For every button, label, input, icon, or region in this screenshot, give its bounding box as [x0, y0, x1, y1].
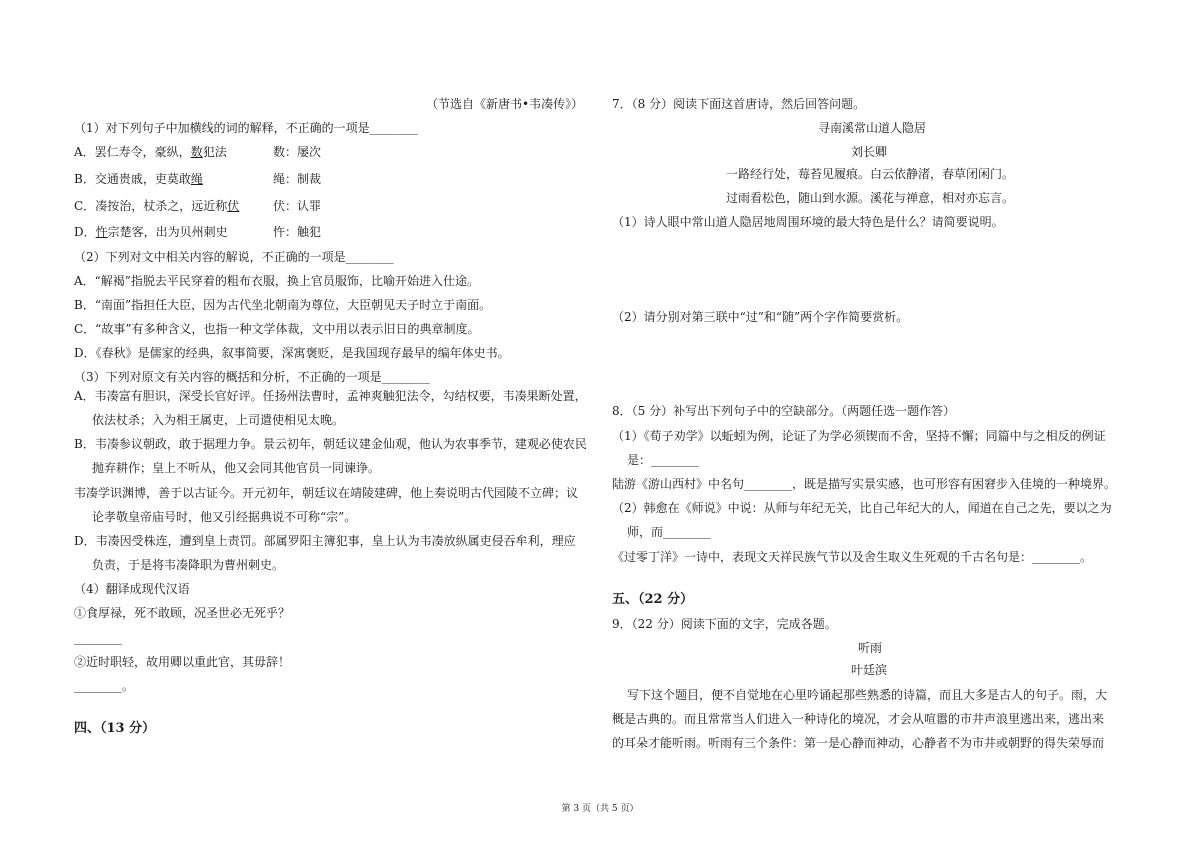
q3-line: 论孝敬皇帝庙号时，他又引经据典说不可称“宗”。 [92, 510, 357, 524]
q8-line: （2）韩愈在《师说》中说：从师与年纪无关，比自己年纪大的人，闻道在自己之先，要以之为 [612, 501, 1112, 515]
option-letter: B． [74, 172, 95, 186]
poem-line: 过雨看松色，随山到水源。溪花与禅意，相对亦忘言。 [726, 191, 1015, 205]
poem-line: 一路经行处，莓苔见履痕。白云依静渚，春草闭闲门。 [726, 167, 1015, 181]
q7-subquestion-1: （1）诗人眼中常山道人隐居地周围环境的最大特色是什么？请简要说明。 [612, 215, 1004, 229]
q3-line: A．韦凑富有胆识，深受长官好评。任扬州法曹时，孟神爽触犯法令，勾结权要，韦凑果断处置， [74, 389, 587, 403]
question-1-stem: （1）对下列句子中加横线的词的解释，不正确的一项是________ [74, 121, 418, 135]
q4-sentence-1: ①食厚禄，死不敢顾，况圣世必无死乎？ [74, 606, 291, 620]
poem-author: 刘长卿 [851, 145, 888, 159]
option-letter: C． [74, 199, 96, 213]
source-citation: （节选自《新唐书•韦凑传》） [426, 97, 584, 111]
q2-option-d: D．《春秋》是儒家的经典，叙事简要，深寓褒贬，是我国现存最早的编年体史书。 [74, 346, 510, 360]
q1-option-d [74, 224, 228, 240]
underlined-word: 伏 [227, 199, 240, 213]
q2-option-b: B．“南面”指担任大臣，因为古代坐北朝南为尊位，大臣朝见天子时立于南面。 [74, 298, 492, 312]
option-letter: A． [74, 145, 95, 159]
option-text: 宗楚客，出为贝州刺史 [107, 225, 228, 239]
option-text: 罢仁寿令，豪纵， [94, 145, 191, 159]
q1-option-a-gloss: 数：屡次 [273, 145, 322, 159]
q1-option-d-gloss: 忤：触犯 [273, 225, 322, 239]
poem-title: 寻南溪常山道人隐居 [818, 121, 927, 135]
q4-sentence-2: ②近时职轻，故用卿以重此官，其毋辞！ [74, 655, 291, 669]
q8-line: （1）《荀子劝学》以蚯蚓为例，论证了为学必须锲而不舍，坚持不懈；同篇中与之相反的例证 [612, 429, 1106, 443]
q3-line: B．韦凑参议朝政，敢于据理力争。景云初年，朝廷议建金仙观，他认为农事季节，建观必使农民 [74, 437, 587, 451]
q1-option-b-gloss: 绳：制裁 [273, 172, 322, 186]
underlined-word: 数 [190, 145, 203, 159]
question-2-stem: （2）下列对文中相关内容的解说，不正确的一项是________ [74, 250, 394, 264]
underlined-word: 绳 [190, 172, 203, 186]
q8-line: 陆游《游山西村》中名句________，既是描写实景实感，也可形容有困窘步入佳境的一种境界。 [612, 477, 1117, 491]
q8-line: 师，而________ [627, 525, 712, 539]
question-7-stem: 7．（8 分）阅读下面这首唐诗，然后回答问题。 [612, 97, 866, 111]
q1-option-c-gloss: 伏：认罪 [273, 199, 322, 213]
option-text: 犯法 [202, 145, 227, 159]
essay-author: 叶廷滨 [851, 663, 888, 677]
q7-subquestion-2: （2）请分别对第三联中“过”和“随”两个字作简要赏析。 [612, 310, 909, 324]
question-3-stem: （3）下列对原文有关内容的概括和分析，不正确的一项是________ [74, 370, 430, 384]
page-footer: 第 3 页（共 5 页） [561, 804, 639, 814]
section-5-heading: 五、（22 分） [612, 592, 694, 607]
q3-line: 负责，于是将韦凑降职为曹州刺史。 [92, 558, 285, 572]
q3-line: 依法杖杀；入为相王属吏，上司遣使相见太晚。 [92, 413, 345, 427]
q1-option-c [74, 198, 239, 214]
question-9-stem: 9．（22 分）阅读下面的文字，完成各题。 [612, 617, 837, 631]
q1-option-b [74, 171, 203, 187]
q8-line: 是：________ [627, 453, 700, 467]
section-4-heading: 四、（13 分） [74, 721, 156, 736]
essay-paragraph-line: 写下这个题目，便不自觉地在心里吟诵起那些熟悉的诗篇，而且大多是古人的句子。雨，大 [627, 688, 1108, 702]
option-text: 交通贵戚，吏莫敢 [94, 172, 191, 186]
underlined-word: 忤 [95, 225, 108, 239]
essay-paragraph-line: 概是古典的。而且常常当人们进入一种诗化的境况，才会从喧嚣的市井声浪里逃出来，逃出来 [612, 712, 1105, 726]
question-8-stem: 8．（5 分）补写出下列句子中的空缺部分。（两题任选一题作答） [612, 404, 956, 418]
q1-option-a [74, 144, 227, 160]
q3-line: 抛弃耕作；皇上不听从，他又会同其他官员一同谏诤。 [92, 461, 381, 475]
q3-line: D．韦凑因受株连，遭到皇上责罚。部属罗阳主簿犯事，皇上认为韦凑放纵属吏侵吞牟利，理应 [74, 534, 576, 548]
question-4-stem: （4）翻译成现代汉语 [74, 582, 190, 596]
q2-option-c: C．“故事”有多种含义，也指一种文学体裁，文中用以表示旧日的典章制度。 [74, 322, 480, 336]
option-text: 凑按治，杖杀之，远近称 [95, 199, 228, 213]
essay-title: 听雨 [858, 641, 883, 655]
option-letter: D． [74, 225, 96, 239]
q8-line: 《过零丁洋》一诗中，表现文天祥民族气节以及舍生取义生死观的千古名句是：________。 [612, 550, 1093, 564]
q3-line: 韦凑学识渊博，善于以古证今。开元初年，朝廷议在靖陵建碑，他上奏说明古代园陵不立碑；议 [74, 486, 579, 500]
q4-answer-blank-2: ________。 [74, 679, 135, 693]
q2-option-a: A．“解褐”指脱去平民穿着的粗布衣服，换上官员服饰，比喻开始进入仕途。 [74, 274, 479, 288]
essay-paragraph-line: 的耳朵才能听雨。听雨有三个条件：第一是心静而神动，心静者不为市井或朝野的得失荣辱而 [612, 736, 1105, 750]
q4-answer-blank-1: ________ [74, 631, 122, 645]
